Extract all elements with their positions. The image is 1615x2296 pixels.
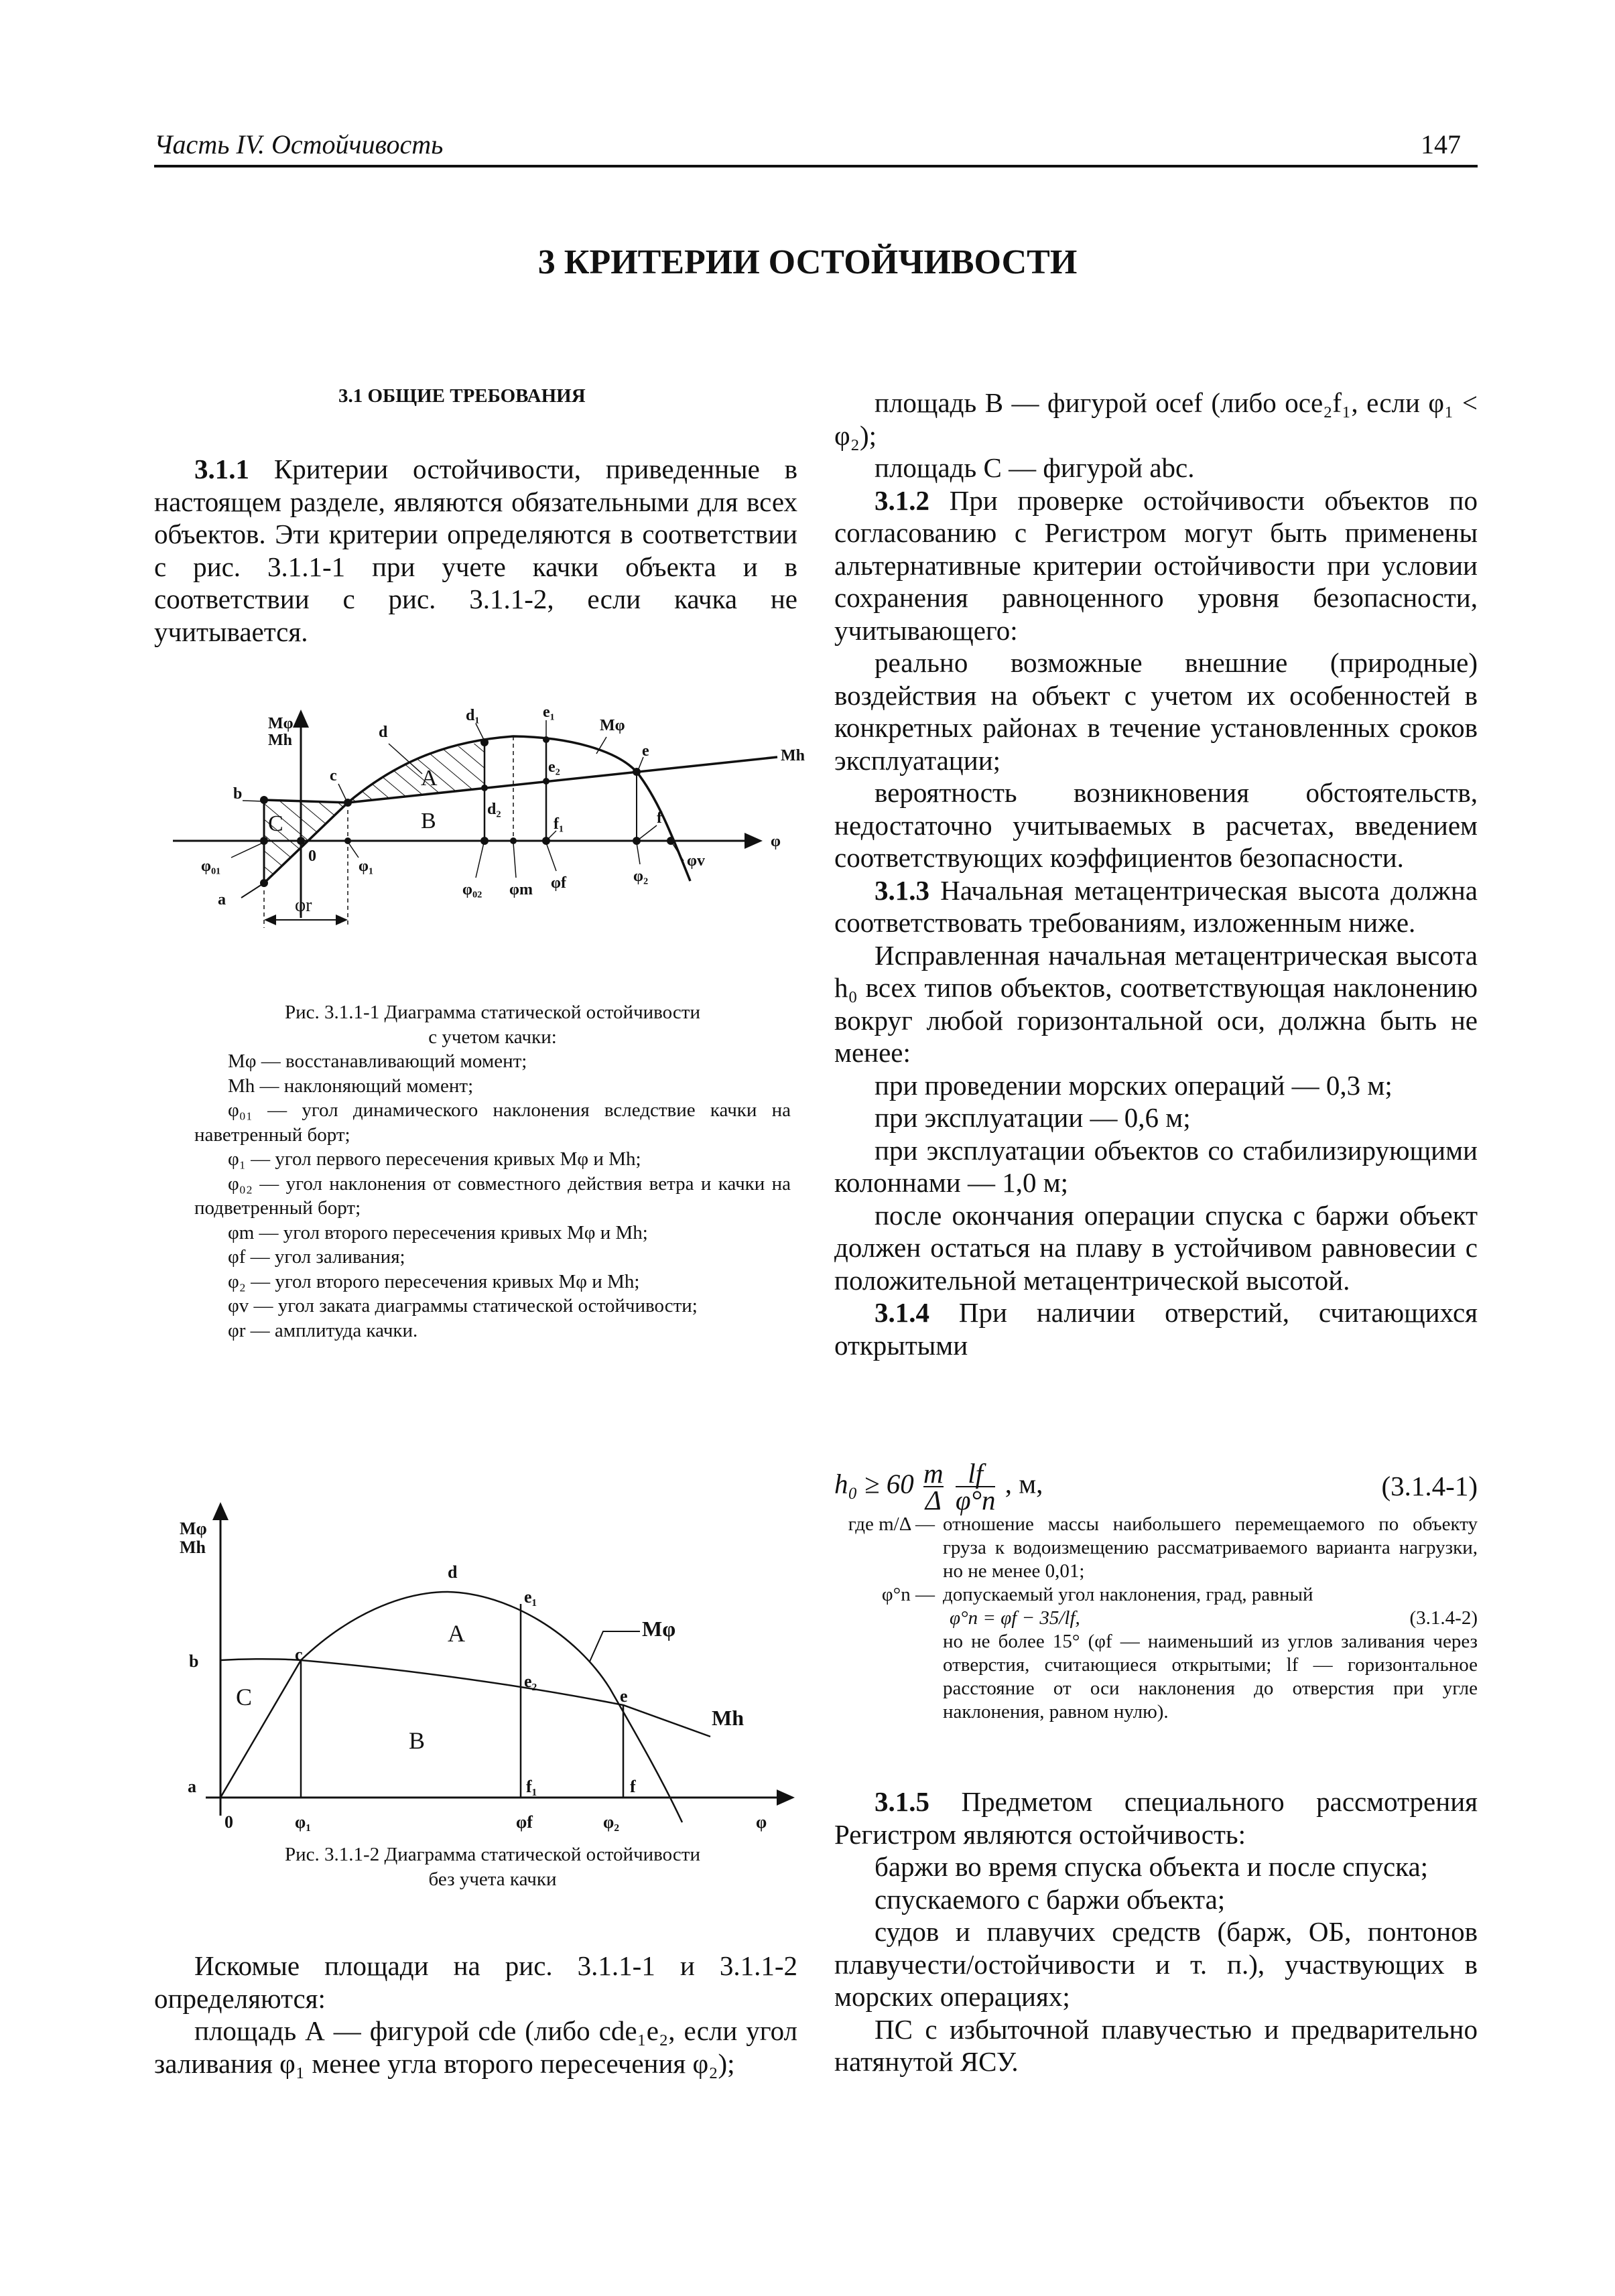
area-a-hatch xyxy=(348,742,484,803)
chapter-title: 3 КРИТЕРИИ ОСТОЙЧИВОСТИ xyxy=(537,243,1078,281)
origin-label: 0 xyxy=(224,1812,233,1832)
clause-number: 3.1.4 xyxy=(875,1297,929,1328)
caption-title: Рис. 3.1.1-1 Диаграмма статической остойчивости xyxy=(285,1002,700,1023)
point-label: a xyxy=(188,1777,196,1796)
leader-lines xyxy=(231,720,684,878)
formula-number: (3.1.4-2) xyxy=(1409,1607,1478,1629)
clause-number: 3.1.5 xyxy=(875,1786,929,1817)
paragraph-text: при проведении морских операций — 0,3 м; xyxy=(875,1069,1393,1101)
point-label: c xyxy=(330,767,337,785)
paragraph-text: Критерии остойчивости, приведенные в настоящем разделе, являются обязательными для всех объектов. Эти критерии определяются в соответствии с рис. 3.1.1-1 при учете качки объекта и в соответствии с рис. 3.1.1-2, если качка не учитывается. xyxy=(154,454,797,647)
paragraph-text: При наличии отверстий, считающихся открытыми xyxy=(834,1297,1478,1361)
point-label: b xyxy=(189,1651,199,1671)
angle-label: φ₀₁ xyxy=(201,858,221,875)
legend-item: φr — амплитуда качки. xyxy=(228,1319,418,1341)
paragraph-text: после окончания операции спуска с баржи объект должен остаться на плаву в устойчивом равновесии с положительной метацентрической высотой. xyxy=(834,1199,1478,1296)
y-axis-label: Mφ xyxy=(180,1519,207,1538)
legend-item: φm — угол второго пересечения кривых Mφ и Mh; xyxy=(228,1221,648,1243)
point-label: e₁ xyxy=(524,1587,537,1607)
paragraph-text: Начальная метацентрическая высота должна соответствовать требованиям, изложенным ниже. xyxy=(834,874,1478,938)
caption-subtitle: без учета качки xyxy=(428,1868,557,1890)
point-label: f₁ xyxy=(554,815,564,833)
where-text: допускаемый угол наклонения, град, равный xyxy=(943,1584,1313,1605)
point-label: e₂ xyxy=(548,758,560,776)
legend-item: φ₀₂ — угол наклонения от совместного действия ветра и качки на подветренный борт; xyxy=(194,1172,791,1219)
paragraph-text: Исправленная начальная метацентрическая высота h₀ всех типов объектов, соответствующая наклонению вокруг любой горизонтальной оси, должна быть не менее: xyxy=(834,939,1478,1068)
figure-3-1-1-2 xyxy=(206,1504,793,1822)
mphi-leader xyxy=(590,1631,640,1662)
paragraph-text: реально возможные внешние (природные) воздействия на объект с учетом их особенностей в конкретных районах в течение установленных сроков эксплуатации; xyxy=(834,647,1478,776)
formula-lhs: h₀ ≥ 60 xyxy=(834,1468,914,1499)
formula-unit: , м, xyxy=(1005,1468,1043,1499)
y-axis-label: Mφ xyxy=(268,715,294,732)
angle-label: φ₁ xyxy=(359,858,374,875)
point-label: d₂ xyxy=(487,801,501,818)
caption-title: Рис. 3.1.1-2 Диаграмма статической остойчивости xyxy=(285,1844,700,1865)
area-label: A xyxy=(448,1620,465,1647)
running-title: Часть IV. Остойчивость xyxy=(154,129,444,159)
numerator: m xyxy=(923,1458,944,1489)
caption-subtitle: с учетом качки: xyxy=(428,1026,557,1048)
paragraph-text: Искомые площади на рис. 3.1.1-1 и 3.1.1-2 определяются: xyxy=(154,1950,797,2014)
point-label: e xyxy=(620,1686,628,1706)
figure-3-1-1-2-labels xyxy=(180,1519,767,1832)
legend-item: Mφ — восстанавливающий момент; xyxy=(228,1051,527,1072)
formula-number: (3.1.4-1) xyxy=(1381,1471,1478,1501)
section-heading: 3.1 ОБЩИЕ ТРЕБОВАНИЯ xyxy=(338,385,586,407)
point-label: e₁ xyxy=(543,703,555,721)
angle-label: φ₂ xyxy=(603,1812,620,1832)
curve-label: Mh xyxy=(781,747,805,764)
clause-number: 3.1.2 xyxy=(875,484,929,516)
point-label: d₁ xyxy=(466,707,480,724)
clause-number: 3.1.1 xyxy=(194,454,249,484)
paragraph-text: баржи во время спуска объекта и после спуска; xyxy=(875,1851,1429,1882)
angle-label: φf xyxy=(551,874,566,892)
angle-label: φr xyxy=(295,895,312,916)
point-label: d xyxy=(448,1562,458,1582)
origin-label: 0 xyxy=(308,848,316,865)
point-label: f xyxy=(657,809,662,827)
area-label: A xyxy=(421,766,438,791)
angle-label: φf xyxy=(516,1812,533,1832)
point-label: a xyxy=(218,891,226,908)
clause-number: 3.1.3 xyxy=(875,874,929,906)
area-label: C xyxy=(236,1684,253,1710)
page-number: 147 xyxy=(1421,129,1461,159)
legend-item: φ₀₁ — угол динамического наклонения вследствие качки на наветренный борт; xyxy=(194,1099,791,1146)
denominator: φ°n xyxy=(955,1485,996,1515)
point-label: c xyxy=(295,1645,303,1664)
paragraph-text: при эксплуатации — 0,6 м; xyxy=(875,1102,1191,1133)
curve-label: Mh xyxy=(712,1706,744,1730)
where-symbol: где m/Δ — xyxy=(848,1513,935,1535)
paragraph-text: Предметом специального рассмотрения Регистром являются остойчивость: xyxy=(834,1786,1478,1850)
legend-item: φ₁ — угол первого пересечения кривых Mφ и Mh; xyxy=(228,1148,641,1170)
angle-label: φ₀₂ xyxy=(462,881,482,898)
where-text: отношение массы наибольшего перемещаемого по объекту груза к водоизмещению рассматриваемого варианта нагрузки, но не менее 0,01; xyxy=(943,1513,1478,1582)
x-axis-label: φ xyxy=(771,833,781,850)
paragraph-text: при эксплуатации объектов со стабилизирующими колоннами — 1,0 м; xyxy=(834,1134,1478,1198)
paragraph-text: вероятность возникновения обстоятельств, недостаточно учитываемых в расчетах, введением соответствующих коэффициентов безопасности. xyxy=(834,777,1478,873)
where-text: но не более 15° (φf — наименьший из углов заливания через отверстия, считающиеся открытыми; lf — горизонтальное расстояние от оси наклонения до отверстия при угле наклонения, равном нулю). xyxy=(943,1631,1478,1723)
numerator: lf xyxy=(956,1461,996,1487)
area-label: C xyxy=(268,811,283,836)
formula-expression: φ°n = φf − 35/lf, xyxy=(950,1607,1080,1629)
area-label: B xyxy=(409,1727,426,1754)
denominator: Δ xyxy=(925,1485,942,1515)
curve-label: Mφ xyxy=(642,1617,676,1641)
point-label: e₂ xyxy=(524,1672,537,1691)
paragraph-text: площадь А — фигурой cde (либо cde₁e₂, если угол заливания φ₁ менее угла второго пересечения φ₂); xyxy=(154,2015,797,2079)
angle-label: φv xyxy=(687,852,705,870)
y-axis-label: Mh xyxy=(268,732,292,749)
legend-item: φ₂ — угол второго пересечения кривых Mφ и Mh; xyxy=(228,1270,640,1292)
legend-item: φf — угол заливания; xyxy=(228,1246,405,1268)
angle-label: φ₂ xyxy=(633,868,649,885)
angle-label: φm xyxy=(509,881,533,898)
point-label: b xyxy=(233,785,243,803)
paragraph-text: ПС с избыточной плавучестью и предварительно натянутой ЯСУ. xyxy=(834,2013,1478,2077)
legend-item: φv — угол заката диаграммы статической остойчивости; xyxy=(228,1295,698,1316)
angle-label: φ₁ xyxy=(295,1812,312,1832)
legend-item: Mh — наклоняющий момент; xyxy=(228,1075,474,1097)
paragraph-text: судов и плавучих средств (барж, ОБ, понтонов плавучести/остойчивости и т. п.), участвующих в морских операциях; xyxy=(834,1916,1478,2012)
area-label: B xyxy=(421,809,436,833)
paragraph-text: площадь В — фигурой ocef (либо oce₂f₁, если φ₁ < φ₂); xyxy=(834,387,1478,451)
point-label: e xyxy=(642,742,649,760)
point-label: d xyxy=(379,724,388,741)
y-axis-label: Mh xyxy=(180,1538,206,1557)
paragraph-text: спускаемого с баржи объекта; xyxy=(875,1883,1226,1915)
paragraph-text: При проверке остойчивости объектов по согласованию с Регистром могут быть применены альтернативные критерии остойчивости при условии сохранения равноценного уровня безопасности, учитывающего: xyxy=(834,484,1478,646)
point-label: f xyxy=(630,1777,636,1796)
where-symbol: φ°n — xyxy=(881,1584,935,1605)
point-label: f₁ xyxy=(526,1777,537,1796)
curve-label: Mφ xyxy=(600,717,625,734)
x-axis-label: φ xyxy=(756,1812,767,1832)
paragraph-text: площадь С — фигурой abc. xyxy=(875,452,1195,483)
